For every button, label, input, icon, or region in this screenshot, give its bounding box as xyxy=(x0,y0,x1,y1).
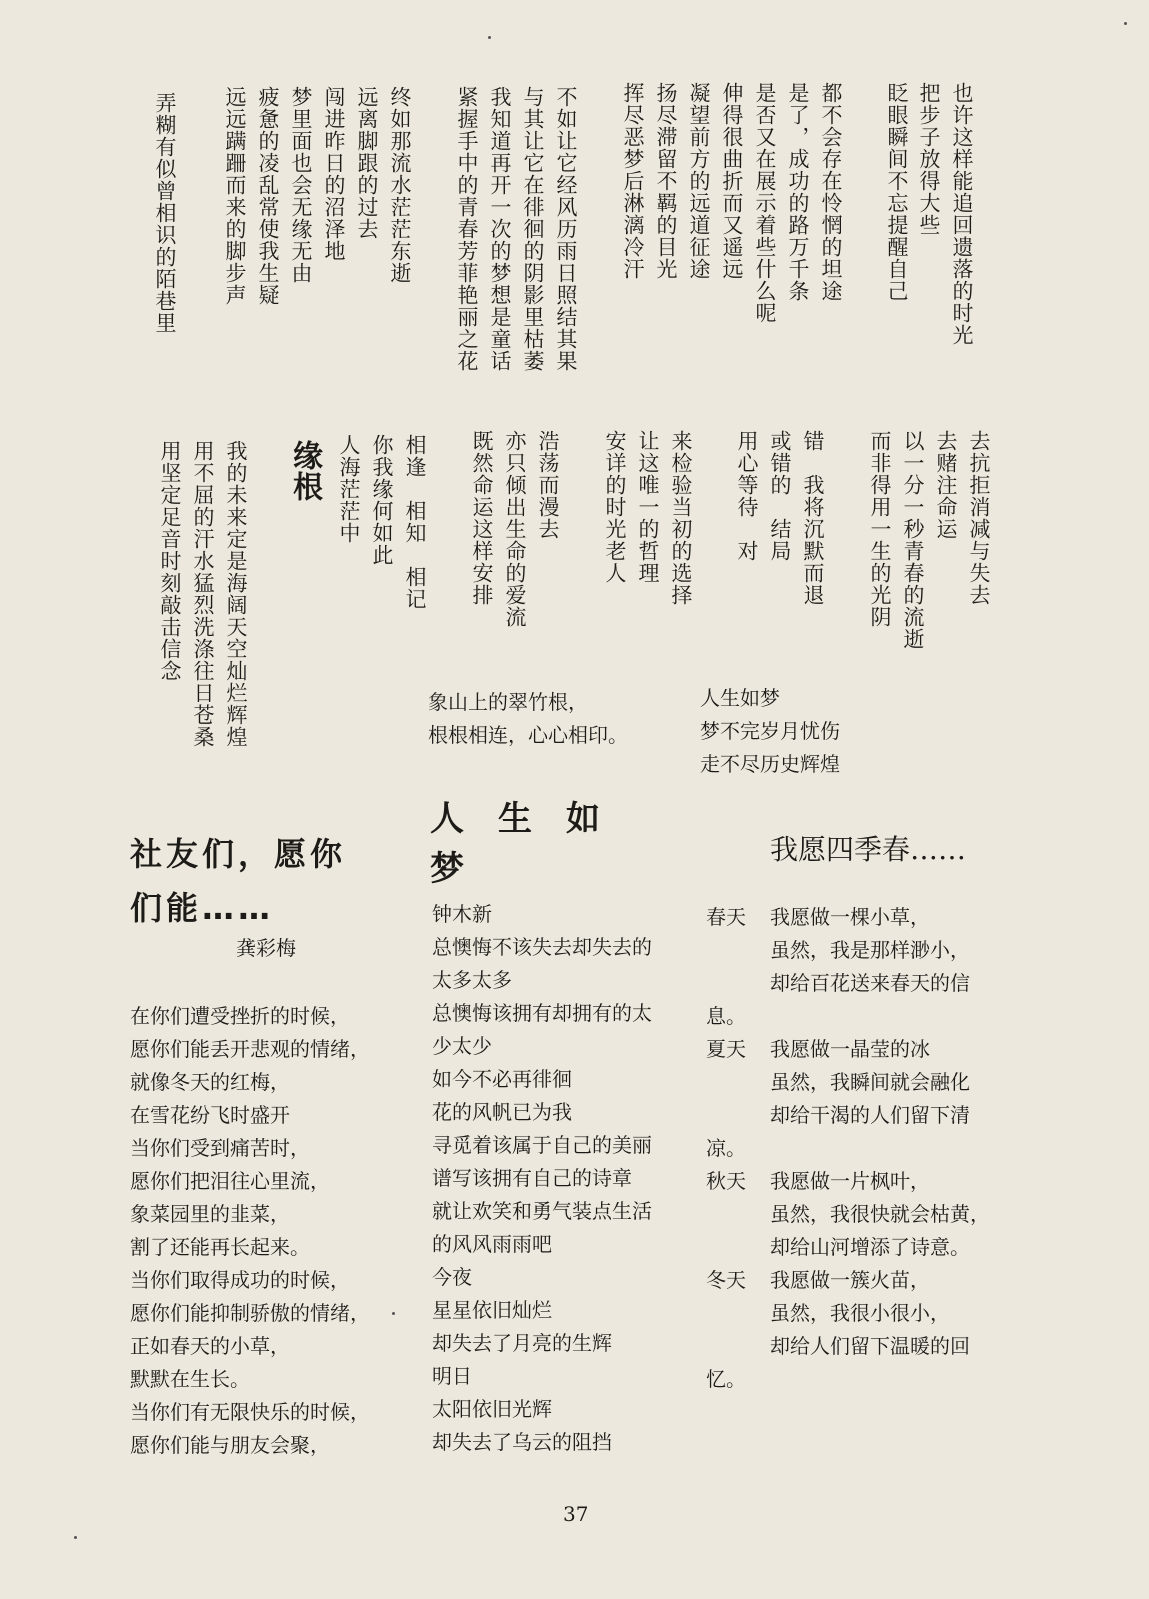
poem-line: 安详的时光老人 xyxy=(603,430,627,584)
poem-title: 社友们，愿你 xyxy=(130,835,347,873)
verse-line: 梦不完岁月忧伤 xyxy=(700,719,840,743)
poem-line: 我愿做一片枫叶， xyxy=(770,1169,930,1193)
poem-line: 谱写该拥有自己的诗章 xyxy=(432,1166,632,1190)
poem-line: 当你们取得成功的时候， xyxy=(130,1268,350,1292)
season-label: 冬天 xyxy=(706,1268,746,1292)
poem-line: 当你们受到痛苦时， xyxy=(130,1136,310,1160)
poem-line: 却给人们留下温暖的回 xyxy=(770,1334,970,1358)
poem-line: 总懊悔该拥有却拥有的太 xyxy=(432,1001,652,1025)
poem-line-wrap: 息。 xyxy=(706,1004,746,1028)
poem-line: 割了还能再长起来。 xyxy=(130,1235,310,1259)
poem-line: 正如春天的小草， xyxy=(130,1334,290,1358)
poem-line: 浩荡而漫去 xyxy=(536,430,560,540)
verse-bamboo xyxy=(428,686,628,752)
season-stanza-winter xyxy=(706,1263,990,1296)
poem-line: 疲惫的凌乱常使我生疑 xyxy=(256,86,280,306)
poem-line: 我愿做一晶莹的冰 xyxy=(770,1037,930,1061)
poem-line: 以一分一秒青春的流逝 xyxy=(901,430,925,650)
poem-line: 远离脚跟的过去 xyxy=(355,86,379,240)
poem-line: 愿你们能与朋友会聚， xyxy=(130,1433,330,1457)
poem-line: 来检验当初的选择 xyxy=(669,430,693,606)
poem-line: 如今不必再徘徊 xyxy=(432,1067,572,1091)
poem-line: 是否又在展示着些什么呢 xyxy=(753,82,777,324)
verse-life-dream xyxy=(700,682,840,781)
poem-line: 当你们有无限快乐的时候， xyxy=(130,1400,370,1424)
poem-line: 既然命运这样安排 xyxy=(470,430,494,606)
poem-title-continued: 梦 xyxy=(430,849,464,889)
poem-line: 把步子放得大些 xyxy=(917,82,941,236)
poem-line: 花的风帆已为我 xyxy=(432,1100,572,1124)
poem-line: 却失去了乌云的阻挡 xyxy=(432,1430,612,1454)
poem-line: 梦里面也会无缘无由 xyxy=(289,86,313,284)
poem-line: 终如那流水茫茫东逝 xyxy=(388,86,412,284)
page-number: 37 xyxy=(563,1502,589,1526)
season-label: 夏天 xyxy=(706,1037,746,1061)
poem-title: 人 生 如 xyxy=(430,799,600,839)
poem-line: 用不屈的汗水猛烈洗涤往日苍桑 xyxy=(191,440,215,748)
poem-body xyxy=(706,900,990,1395)
poem-line: 眨眼瞬间不忘提醒自己 xyxy=(885,82,909,302)
poem-line: 愿你们能抑制骄傲的情绪， xyxy=(130,1301,370,1325)
poem-body xyxy=(432,931,652,1459)
poem-line: 的风风雨雨吧 xyxy=(432,1232,552,1256)
poem-line: 而非得用一生的光阴 xyxy=(868,430,892,628)
poem-line: 闯进昨日的沼泽地 xyxy=(322,86,346,262)
poem-line: 我的未来定是海阔天空灿烂辉煌 xyxy=(224,440,248,748)
poem-line: 我愿做一簇火苗， xyxy=(770,1268,930,1292)
poem-line: 不如让它经风历雨日照结其果 xyxy=(554,86,578,372)
poem-line: 伸得很曲折而又遥远 xyxy=(720,82,744,280)
poem-line: 虽然，我瞬间就会融化 xyxy=(770,1070,970,1094)
poem-line: 太多太多 xyxy=(432,968,512,992)
verse-line: 走不尽历史辉煌 xyxy=(700,752,840,776)
poem-line: 在你们遭受挫折的时候， xyxy=(130,1004,350,1028)
poem-line: 却给百花送来春天的信 xyxy=(770,971,970,995)
poem-line: 愿你们把泪往心里流， xyxy=(130,1169,330,1193)
poem-line: 错 我将沉默而退 xyxy=(801,430,825,606)
verse-line: 象山上的翠竹根， xyxy=(428,690,588,714)
verse-line: 人生如梦 xyxy=(700,686,780,710)
poem-line: 却给干渴的人们留下清 xyxy=(770,1103,970,1127)
poem-line: 就像冬天的红梅， xyxy=(130,1070,290,1094)
poem-line: 虽然，我很快就会枯黄， xyxy=(770,1202,990,1226)
poem-line: 就让欢笑和勇气装点生活 xyxy=(432,1199,652,1223)
poem-line: 都不会存在怜惘的坦途 xyxy=(819,82,843,302)
poem-line: 虽然，我很小很小， xyxy=(770,1301,950,1325)
poem-line: 愿你们能丢开悲观的情绪， xyxy=(130,1037,370,1061)
poem-line: 象菜园里的韭菜， xyxy=(130,1202,290,1226)
poem-line: 亦只倾出生命的爱流 xyxy=(503,430,527,628)
poem-line: 去抗拒消减与失去 xyxy=(967,430,991,606)
poem-line: 少太少 xyxy=(432,1034,492,1058)
poem-line: 星星依旧灿烂 xyxy=(432,1298,552,1322)
poem-line-wrap: 忆。 xyxy=(706,1367,746,1391)
poem-title: 缘根 xyxy=(287,440,322,502)
scan-speck xyxy=(1124,22,1127,25)
poem-line: 寻觅着该属于自己的美丽 xyxy=(432,1133,652,1157)
poem-line: 凝望前方的远道征途 xyxy=(687,82,711,280)
poem-line: 也许这样能追回遗落的时光 xyxy=(950,82,974,346)
poem-line: 相逢 相知 相记 xyxy=(403,434,427,610)
poem-line: 与其让它在徘徊的阴影里枯萎 xyxy=(521,86,545,372)
poem-line: 太阳依旧光辉 xyxy=(432,1397,552,1421)
scan-speck xyxy=(74,1536,77,1539)
poem-line: 紧握手中的青春芳菲艳丽之花 xyxy=(455,86,479,372)
poem-line: 默默在生长。 xyxy=(130,1367,250,1391)
poem-body xyxy=(130,1000,370,1462)
poem-author: 龚彩梅 xyxy=(236,936,296,960)
poem-line: 或错的 结局 xyxy=(768,430,792,562)
poem-line: 总懊悔不该失去却失去的 xyxy=(432,935,652,959)
season-stanza-spring xyxy=(706,900,990,933)
poem-line: 我知道再开一次的梦想是童话 xyxy=(488,86,512,372)
poem-line: 用坚定足音时刻敲击信念 xyxy=(158,440,182,682)
poem-line: 虽然，我是那样渺小， xyxy=(770,938,970,962)
poem-line-wrap: 凉。 xyxy=(706,1136,746,1160)
poem-line: 弄糊有似曾相识的陌巷里 xyxy=(153,92,177,334)
scan-speck xyxy=(488,36,491,39)
season-stanza-autumn xyxy=(706,1164,990,1197)
poem-line: 我愿做一棵小草， xyxy=(770,905,930,929)
poem-line: 在雪花纷飞时盛开 xyxy=(130,1103,290,1127)
poem-line: 去赌注命运 xyxy=(934,430,958,540)
poem-title: 我愿四季春…… xyxy=(770,833,967,866)
poem-line: 用心等待 对 xyxy=(735,430,759,562)
season-stanza-summer xyxy=(706,1032,990,1065)
poem-line: 挥尽恶梦后淋漓冷汗 xyxy=(621,82,645,280)
poem-line: 扬尽滞留不羁的目光 xyxy=(654,82,678,280)
poem-line: 今夜 xyxy=(432,1265,472,1289)
poem-line: 远远蹒跚而来的脚步声 xyxy=(223,86,247,306)
verse-line: 根根相连，心心相印。 xyxy=(428,723,628,747)
poem-author: 钟木新 xyxy=(432,902,492,926)
season-label: 秋天 xyxy=(706,1169,746,1193)
season-label: 春天 xyxy=(706,905,746,929)
poem-line: 人海茫茫中 xyxy=(337,434,361,544)
poem-line: 却失去了月亮的生辉 xyxy=(432,1331,612,1355)
poem-title-continued: 们能…… xyxy=(130,889,275,927)
poem-line: 让这唯一的哲理 xyxy=(636,430,660,584)
poem-line: 是了，成功的路万千条 xyxy=(786,82,810,302)
poem-line: 却给山河增添了诗意。 xyxy=(770,1235,970,1259)
poem-line: 明日 xyxy=(432,1364,472,1388)
scan-speck xyxy=(392,1312,395,1315)
poem-line: 你我缘何如此 xyxy=(370,434,394,566)
